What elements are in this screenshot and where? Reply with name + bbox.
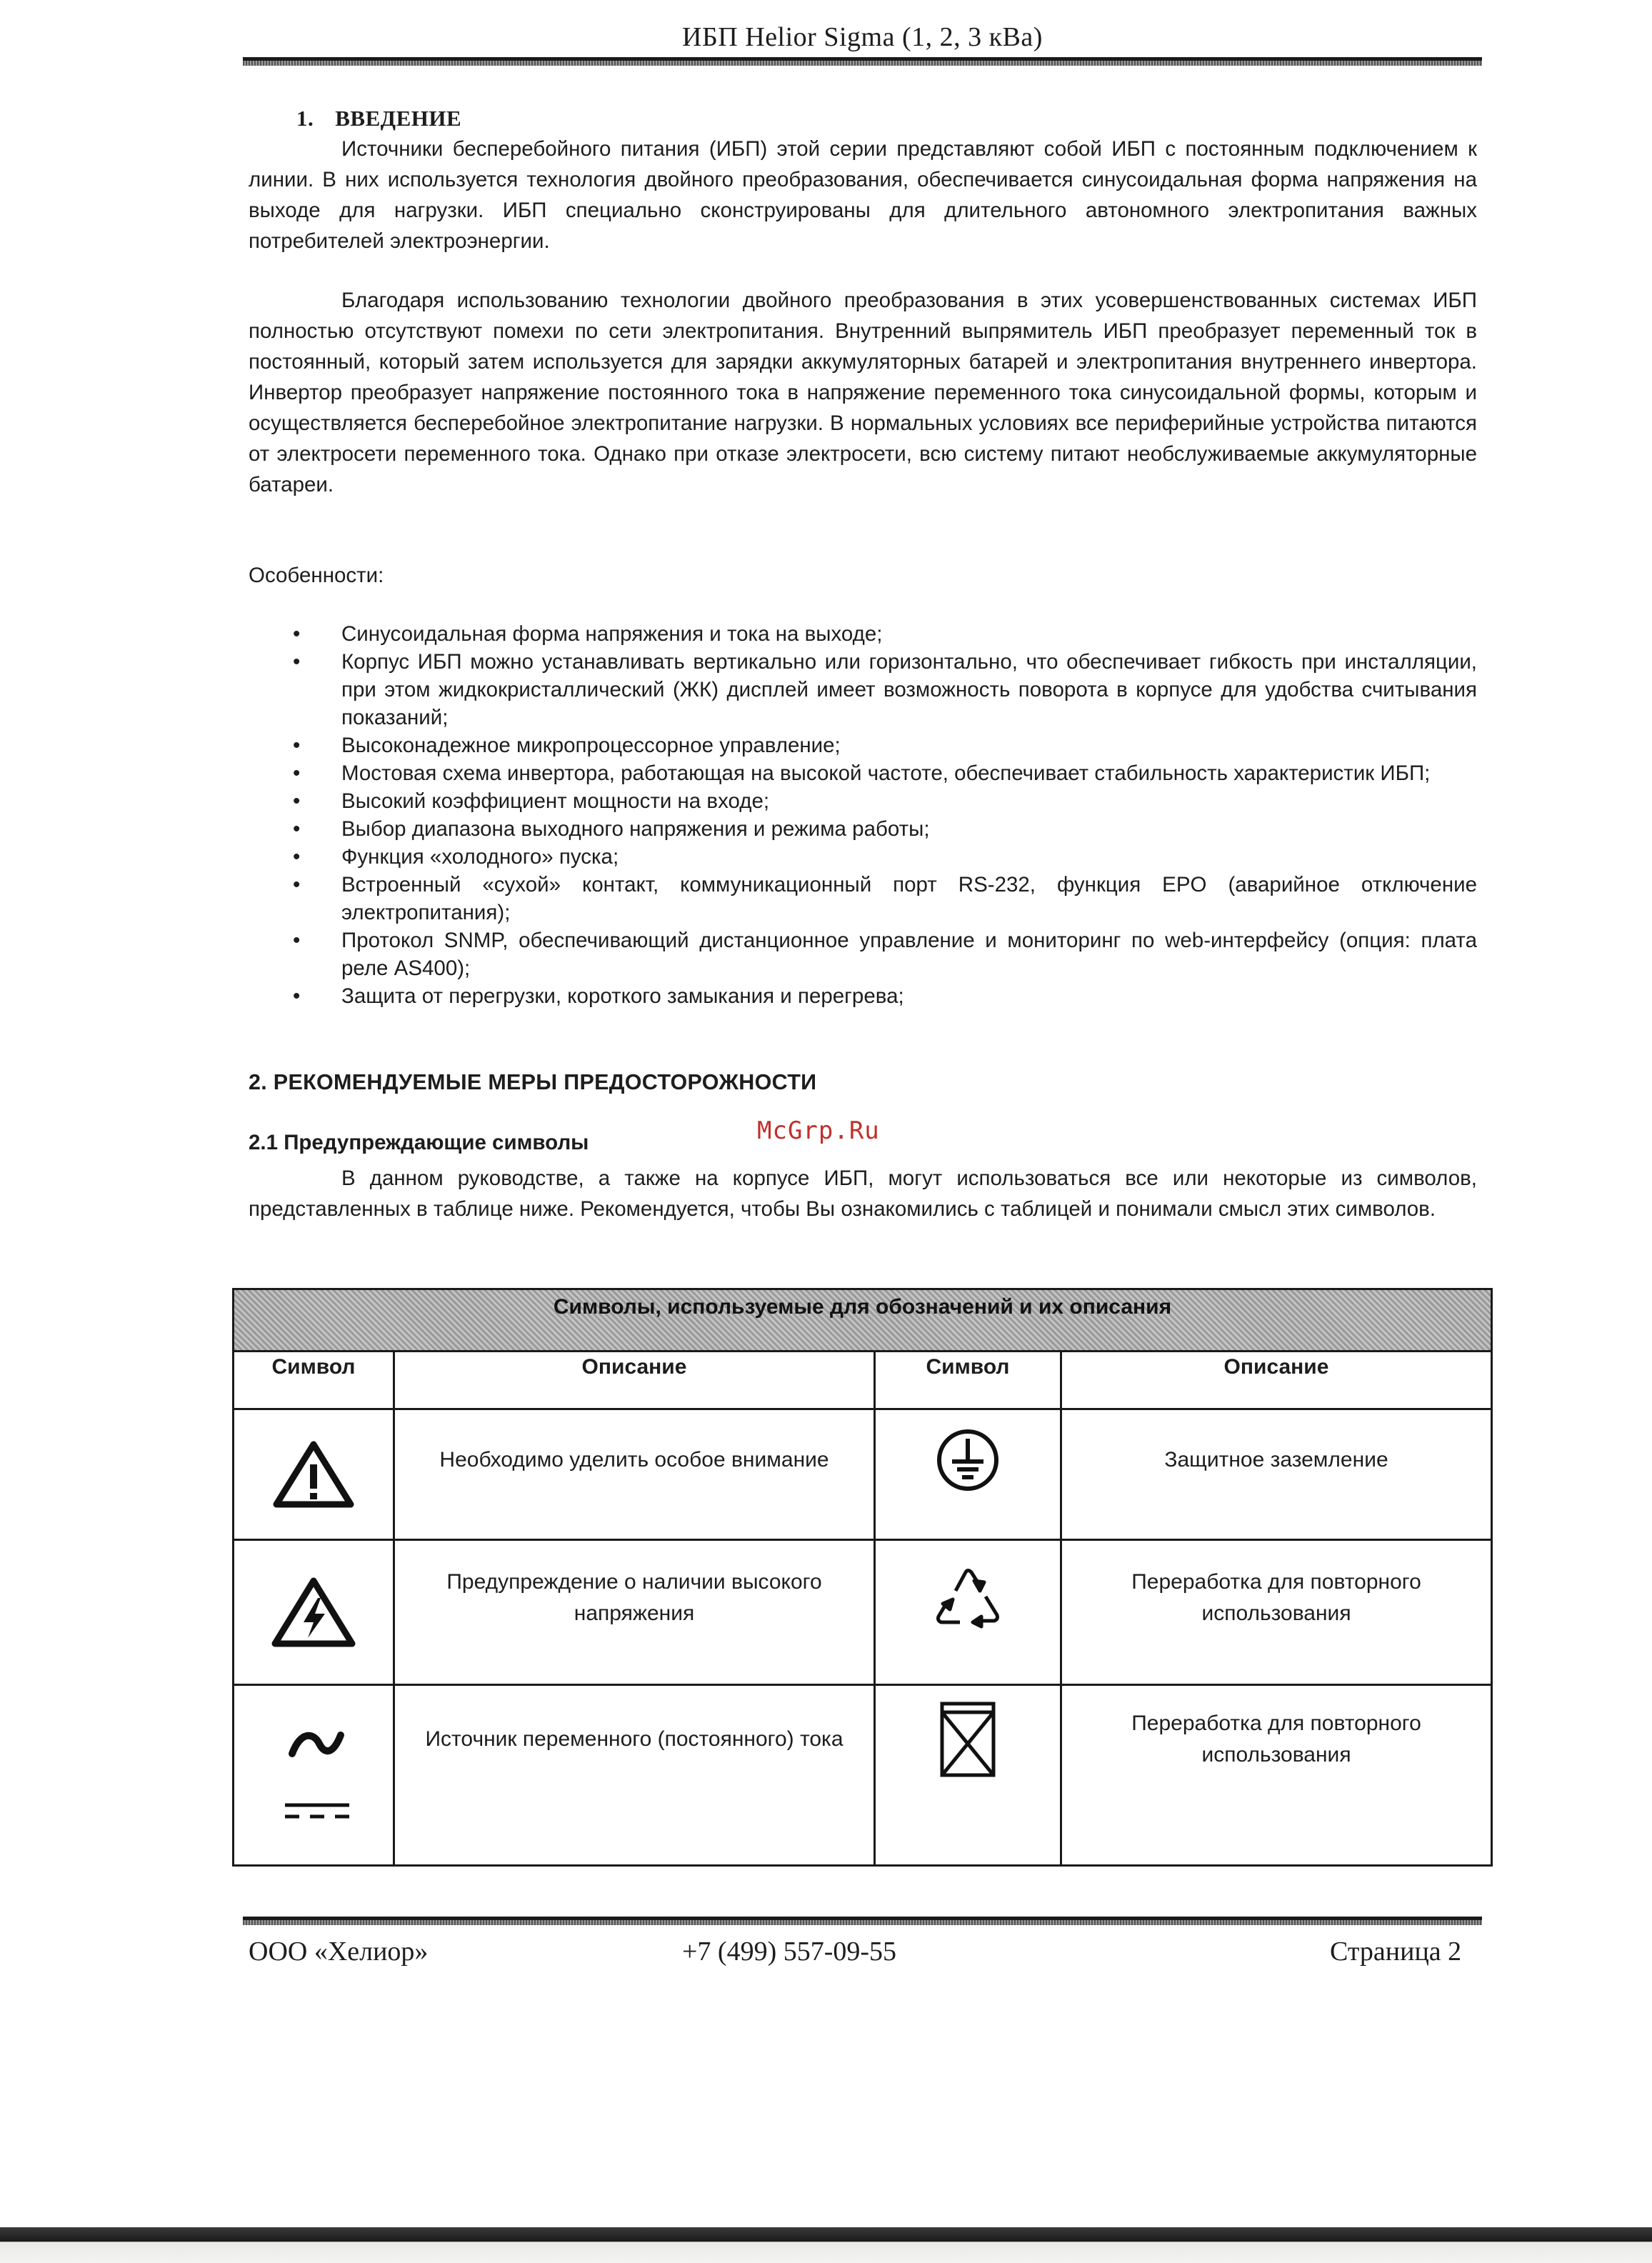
recycle-icon <box>928 1562 1007 1634</box>
symbol-cell <box>876 1410 1060 1510</box>
table-row <box>234 1410 393 1539</box>
section-2-paragraph: В данном руководстве, а также на корпусе ИБП, могут использоваться все или некоторые из символов, представленных в таблице ниже. Рекомендуется, чтобы Вы ознакомились с таблицей и понимали смысл этих символов. <box>249 1167 1477 1221</box>
list-item: • Высоконадежное микропроцессорное управление; <box>249 731 1477 759</box>
symbol-cell <box>876 1686 1060 1793</box>
list-item: • Функция «холодного» пуска; <box>249 843 1477 871</box>
protective-earth-icon <box>933 1426 1002 1494</box>
table-cell-description: Переработка для повторного использования <box>1131 1712 1421 1767</box>
crossed-bin-icon <box>932 1697 1003 1782</box>
table-cell-description: Предупреждение о наличии высокого напряжения <box>446 1570 822 1625</box>
table-cell-description: Необходимо уделить особое внимание <box>439 1448 829 1472</box>
high-voltage-icon <box>271 1577 356 1648</box>
section-1-title: ВВЕДЕНИЕ <box>335 106 462 131</box>
intro-paragraph-1: Источники бесперебойного питания (ИБП) этой серии представляют собой ИБП с постоянным подключением к линии. В них используется технология двойного преобразования, обеспечивается синусоидальная форма напряжения на выходе для нагрузки. ИБП специально сконструированы для длительного автономного электропитания важных потребителей электроэнергии. <box>249 137 1477 253</box>
section-2-heading: 2. РЕКОМЕНДУЕМЫЕ МЕРЫ ПРЕДОСТОРОЖНОСТИ <box>249 1070 817 1094</box>
intro-paragraph-2-block <box>249 285 1477 500</box>
column-header-description: Описание <box>581 1355 687 1379</box>
list-item: • Синусоидальная форма напряжения и тока на выходе; <box>249 620 1477 648</box>
watermark-text: McGrp.Ru <box>757 1116 880 1145</box>
features-label: Особенности: <box>249 564 384 587</box>
list-item: • Встроенный «сухой» контакт, коммуникационный порт RS-232, функция EPO (аварийное отключение электропитания); <box>249 871 1477 926</box>
intro-paragraph-1-block <box>249 134 1477 256</box>
symbol-cell <box>876 1541 1060 1655</box>
column-header-symbol: Символ <box>271 1355 356 1379</box>
list-item: • Мостовая схема инвертора, работающая на высокой частоте, обеспечивает стабильность характеристик ИБП; <box>249 759 1477 787</box>
intro-paragraph-2: Благодаря использованию технологии двойного преобразования в этих усовершенствованных системах ИБП полностью отсутствуют помехи по сети электропитания. Внутренний выпрямитель ИБП преобразует переменный ток в постоянный, который затем используется для зарядки аккумуляторных батарей и электропитания внутреннего инвертора. Инвертор преобразует напряжение постоянного тока в напряжение переменного тока синусоидальной формы, которым и осуществляется бесперебойное электропитание нагрузки. В нормальных условиях все периферийные устройства питаются от электросети переменного тока. Однако при отказе электросети, всю систему питают необслуживаемые аккумуляторные батареи. <box>249 289 1477 496</box>
ac-dc-icon <box>256 1697 371 1854</box>
symbols-table <box>232 1288 1493 1867</box>
warning-triangle-icon <box>271 1439 356 1510</box>
column-header-description: Описание <box>1223 1355 1329 1379</box>
footer-company: ООО «Хелиор» <box>249 1937 429 1967</box>
column-header-symbol: Символ <box>926 1355 1010 1379</box>
footer-rule <box>243 1917 1482 1925</box>
list-item: • Протокол SNMP, обеспечивающий дистанционное управление и мониторинг по web-интерфейсу (опция: плата реле AS400); <box>249 926 1477 982</box>
list-item: • Высокий коэффициент мощности на входе; <box>249 787 1477 815</box>
scan-edge-shadow <box>0 2227 1652 2263</box>
header-rule <box>243 57 1482 66</box>
page-header-title: ИБП Helior Sigma (1, 2, 3 кВа) <box>682 22 1043 52</box>
features-label-block <box>249 560 1477 591</box>
table-row <box>234 1686 393 1864</box>
table-row <box>234 1541 393 1684</box>
section-2-paragraph-block <box>249 1163 1477 1224</box>
features-list <box>249 620 1477 1010</box>
footer-page-number: Страница 2 <box>1330 1937 1462 1967</box>
list-item: • Корпус ИБП можно устанавливать вертикально или горизонтально, что обеспечивает гибкость при инсталляции, при этом жидкокристаллический (ЖК) дисплей имеет возможность поворота в корпусе для удобства считывания показаний; <box>249 648 1477 731</box>
section-1-number: 1. <box>296 106 314 131</box>
table-caption: Символы, используемые для обозначений и их описания <box>234 1290 1491 1352</box>
list-item: • Защита от перегрузки, короткого замыкания и перегрева; <box>249 982 1477 1010</box>
table-cell-description: Источник переменного (постоянного) тока <box>425 1727 843 1751</box>
list-item: • Выбор диапазона выходного напряжения и режима работы; <box>249 815 1477 843</box>
section-2-1-heading: 2.1 Предупреждающие символы <box>249 1131 589 1154</box>
footer-phone: +7 (499) 557-09-55 <box>682 1937 897 1967</box>
table-cell-description: Переработка для повторного использования <box>1131 1570 1421 1625</box>
table-cell-description: Защитное заземление <box>1164 1448 1388 1472</box>
section-1-heading <box>296 106 461 131</box>
